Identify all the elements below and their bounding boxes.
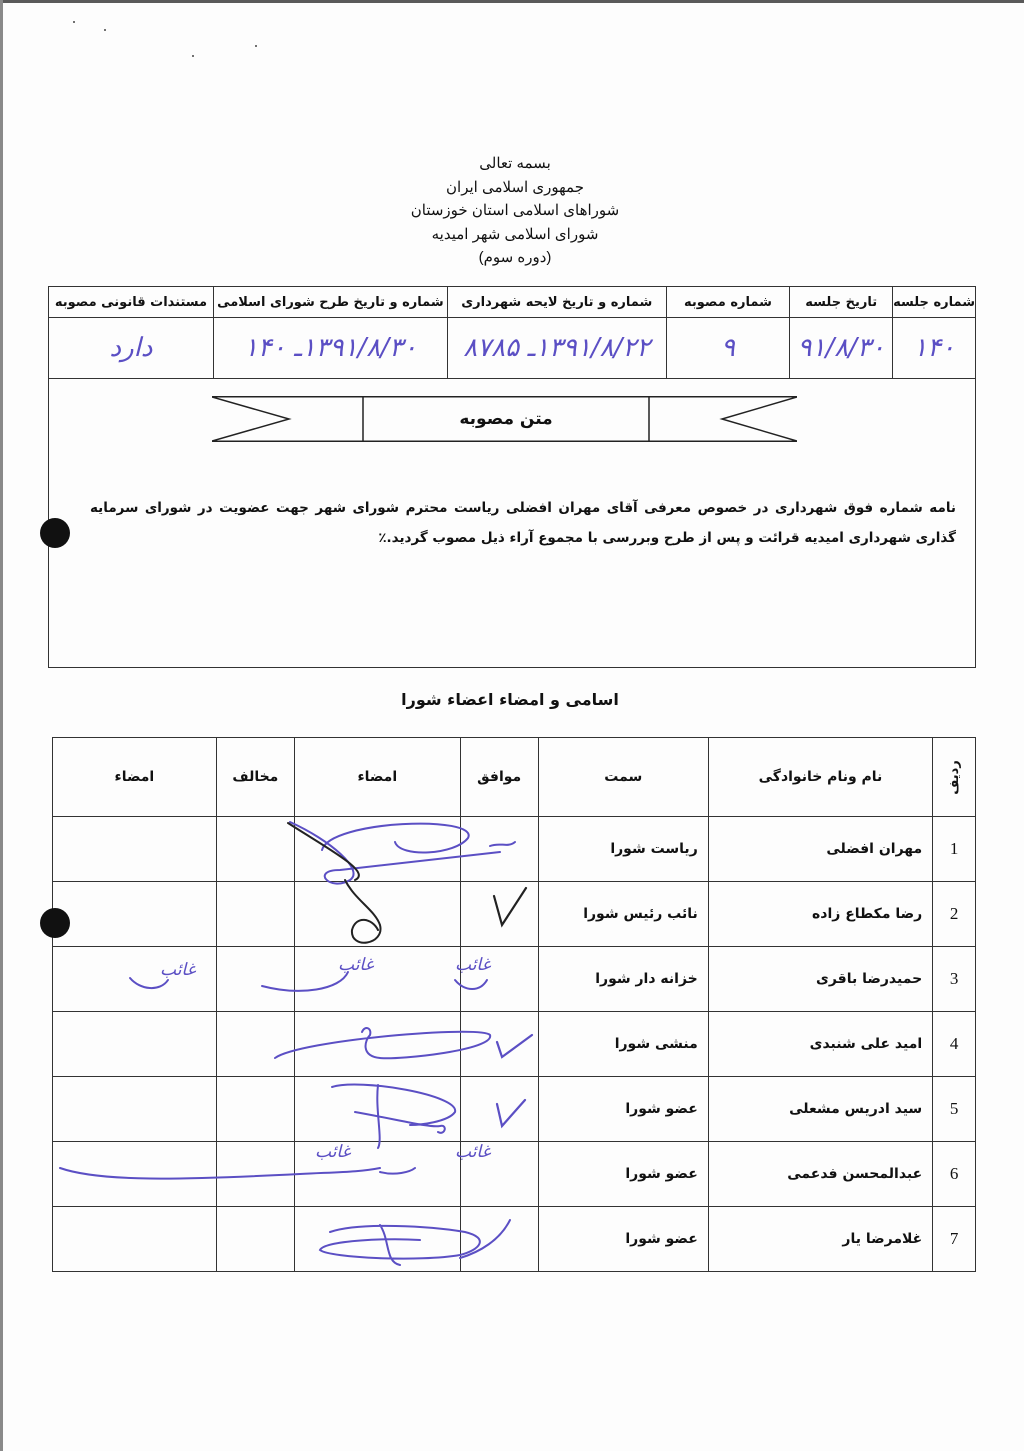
- header-municipality-bill: شماره و تاریخ لایحه شهرداری: [447, 287, 666, 318]
- member-name: حمیدرضا باقری: [708, 947, 932, 1012]
- header-session-date: تاریخ جلسه: [790, 287, 893, 318]
- member-role: نائب رئیس شورا: [538, 882, 708, 947]
- scan-speck: [255, 45, 257, 47]
- resolution-text: نامه شماره فوق شهرداری در خصوص معرفی آقای مهران افضلی ریاست محترم شورای شهر جهت عضویت در شورای سرمایه گذاری شهرداری امیدیه قرائت و پس از طرح وبررسی با مجموع آراء ذیل مصوب گردید.٪: [90, 500, 956, 546]
- scan-speck: [192, 55, 194, 57]
- header-row-number: ردیف: [933, 738, 976, 817]
- oppose-cell: [216, 882, 294, 947]
- row-number: 1: [933, 817, 976, 882]
- row-number: 2: [933, 882, 976, 947]
- header-legal-documents: مستندات قانونی مصوبه: [49, 287, 214, 318]
- scan-edge-top: [0, 0, 1024, 3]
- scan-speck: [73, 21, 75, 23]
- signature-cell: [294, 1012, 460, 1077]
- header-bismillah: بسمه تعالی: [479, 155, 551, 172]
- absent-note-signature2-row-3: غائب: [160, 960, 196, 980]
- table-row: [53, 882, 976, 947]
- signature-cell: [294, 947, 460, 1012]
- header-province-councils: شوراهای اسلامی استان خوزستان: [410, 202, 620, 219]
- signature-cell: [294, 1077, 460, 1142]
- header-position: سمت: [538, 738, 708, 817]
- signature-cell: [53, 1077, 217, 1142]
- agree-cell: [460, 882, 538, 947]
- row-number: 7: [933, 1207, 976, 1272]
- header-country: جمهوری اسلامی ایران: [446, 178, 584, 196]
- resolution-number-value: ۹: [666, 318, 790, 379]
- row-number: 3: [933, 947, 976, 1012]
- oppose-cell: [216, 817, 294, 882]
- row-number: 4: [933, 1012, 976, 1077]
- member-role: عضو شورا: [538, 1142, 708, 1207]
- table-row: [53, 1077, 976, 1142]
- signature-cell: [53, 1207, 217, 1272]
- header-agree: موافق: [460, 738, 538, 817]
- absent-note-signature-row-6: غائب: [315, 1142, 351, 1162]
- oppose-cell: [216, 1142, 294, 1207]
- member-role: عضو شورا: [538, 1207, 708, 1272]
- oppose-cell: [216, 1207, 294, 1272]
- agree-cell: [460, 817, 538, 882]
- header-session-number: شماره جلسه: [893, 287, 976, 318]
- table-row: [53, 817, 976, 882]
- member-role: عضو شورا: [538, 1077, 708, 1142]
- header-full-name: نام ونام خانوادگی: [708, 738, 932, 817]
- member-role: خزانه دار شورا: [538, 947, 708, 1012]
- header-city-council: شورای اسلامی شهر امیدیه: [431, 225, 599, 243]
- resolution-info-table: [48, 286, 976, 379]
- signature-cell: [53, 817, 217, 882]
- absent-note-signature-row-3: غائب: [338, 955, 374, 975]
- session-date-value: ۹۱/۸/۳۰: [790, 318, 893, 379]
- table-row: [53, 1142, 976, 1207]
- agree-cell: [460, 1077, 538, 1142]
- member-role: منشی شورا: [538, 1012, 708, 1077]
- agree-cell: [460, 1012, 538, 1077]
- header-signature-agree: امضاء: [294, 738, 460, 817]
- signature-cell: [294, 817, 460, 882]
- legal-documents-value: دارد: [49, 318, 214, 379]
- signature-cell: [53, 1142, 217, 1207]
- punch-hole: [40, 908, 70, 938]
- council-plan-value: ۱۳۹۱/۸/۳۰ـ ۱۴۰: [213, 318, 447, 379]
- oppose-cell: [216, 1077, 294, 1142]
- header-resolution-number: شماره مصوبه: [666, 287, 790, 318]
- resolution-title: متن مصوبه: [459, 409, 553, 429]
- header-signature-oppose: امضاء: [53, 738, 217, 817]
- member-name: مهران افضلی: [708, 817, 932, 882]
- absent-note-agree-row-6: غائب: [455, 1142, 491, 1162]
- absent-note-agree-row-3: غائب: [455, 955, 491, 975]
- members-header-row: [53, 738, 976, 817]
- members-table: [52, 737, 976, 1272]
- agree-cell: [460, 1207, 538, 1272]
- row-number: 5: [933, 1077, 976, 1142]
- document-header: [380, 152, 650, 270]
- header-oppose: مخالف: [216, 738, 294, 817]
- scan-speck: [104, 29, 106, 31]
- member-name: امید علی شنبدی: [708, 1012, 932, 1077]
- punch-hole: [40, 518, 70, 548]
- oppose-cell: [216, 947, 294, 1012]
- municipality-bill-value: ۱۳۹۱/۸/۲۲ـ ۸۷۸۵: [447, 318, 666, 379]
- members-title: اسامی و امضاء اعضاء شورا: [401, 690, 619, 709]
- header-council-plan: شماره و تاریخ طرح شورای اسلامی: [213, 287, 447, 318]
- signature-cell: [53, 882, 217, 947]
- header-term: (دوره سوم): [478, 249, 552, 266]
- member-name: سید ادریس مشعلی: [708, 1077, 932, 1142]
- member-role: ریاست شورا: [538, 817, 708, 882]
- oppose-cell: [216, 1012, 294, 1077]
- member-name: غلامرضا یار: [708, 1207, 932, 1272]
- scan-edge-left: [0, 0, 3, 1451]
- row-number: 6: [933, 1142, 976, 1207]
- table-row: [53, 1207, 976, 1272]
- signature-cell: [294, 1207, 460, 1272]
- member-name: رضا مکطاع زاده: [708, 882, 932, 947]
- member-name: عبدالمحسن فدعمی: [708, 1142, 932, 1207]
- table-row: [53, 1012, 976, 1077]
- signature-cell: [294, 882, 460, 947]
- session-number-value: ۱۴۰: [893, 318, 976, 379]
- signature-cell: [53, 1012, 217, 1077]
